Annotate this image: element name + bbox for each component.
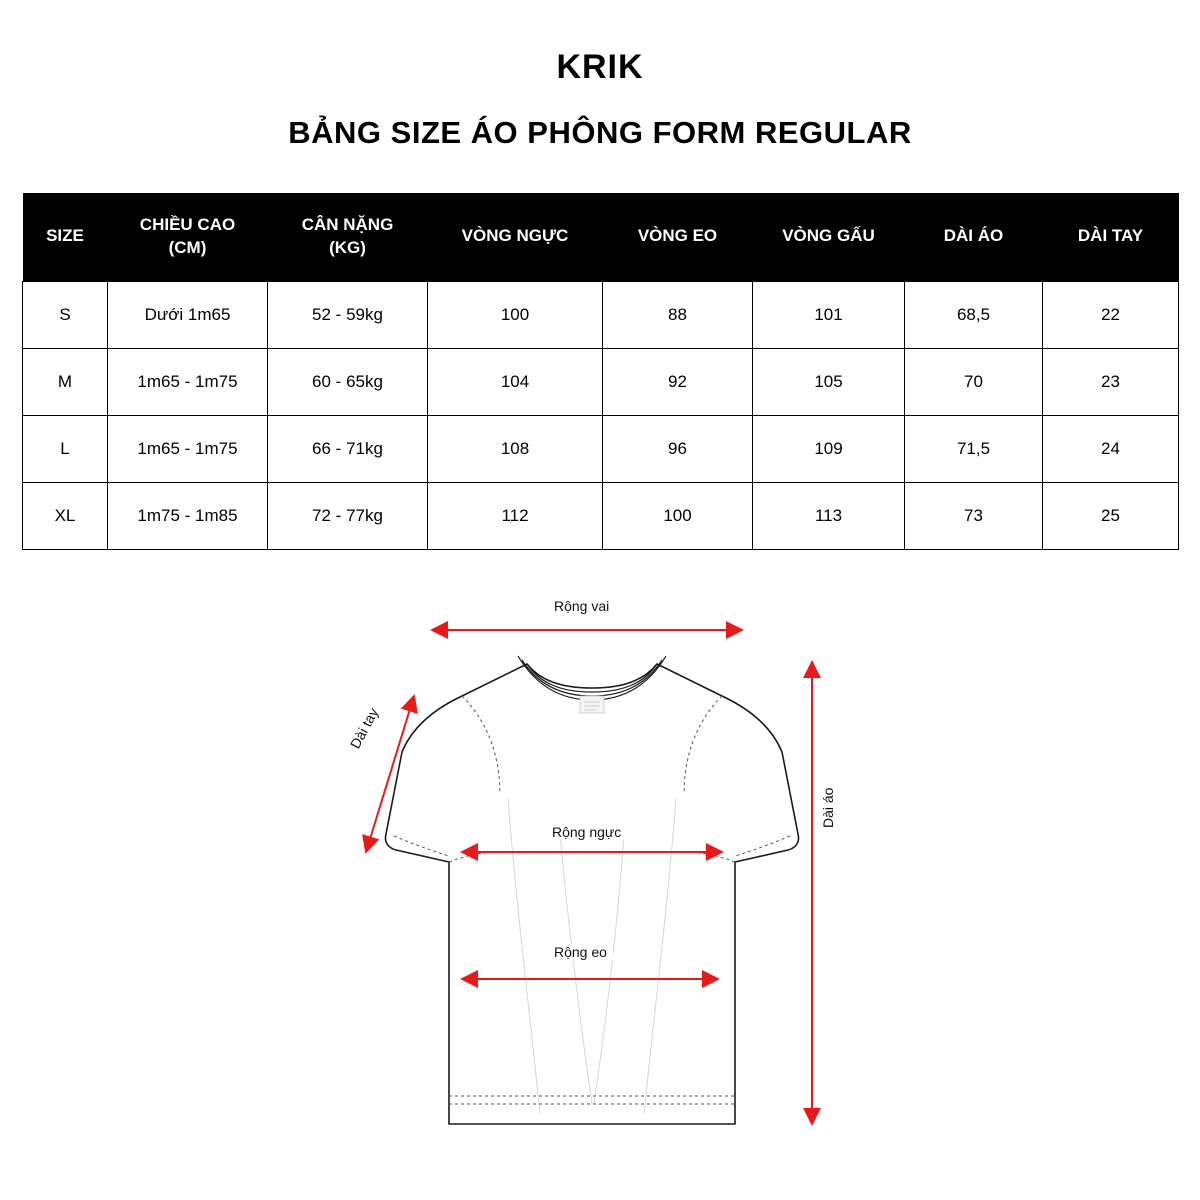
size-table-container (22, 193, 1178, 550)
column-header-hem: VÒNG GẤU (753, 193, 905, 281)
label-body-length: Dài áo (820, 781, 836, 833)
cell-height: 1m65 - 1m75 (108, 415, 268, 482)
cell-weight: 52 - 59kg (268, 281, 428, 348)
cell-height: 1m75 - 1m85 (108, 482, 268, 549)
column-header-waist: VÒNG EO (603, 193, 753, 281)
cell-chest: 112 (428, 482, 603, 549)
cell-sleeve-length: 24 (1043, 415, 1179, 482)
label-sleeve-length: Dài tay (344, 699, 384, 756)
cell-hem: 105 (753, 348, 905, 415)
cell-body-length: 68,5 (905, 281, 1043, 348)
cell-chest: 108 (428, 415, 603, 482)
cell-hem: 113 (753, 482, 905, 549)
table-header-row (23, 193, 1179, 281)
tshirt-outline (385, 664, 798, 1124)
cell-body-length: 71,5 (905, 415, 1043, 482)
column-header-sleeve-length: DÀI TAY (1043, 193, 1179, 281)
cell-weight: 66 - 71kg (268, 415, 428, 482)
table-row (23, 348, 1179, 415)
cell-body-length: 73 (905, 482, 1043, 549)
cell-body-length: 70 (905, 348, 1043, 415)
size-table (22, 193, 1179, 550)
cell-waist: 96 (603, 415, 753, 482)
column-header-height: CHIỀU CAO (CM) (108, 193, 268, 281)
table-row (23, 281, 1179, 348)
neck-label (580, 696, 604, 713)
cell-size: L (23, 415, 108, 482)
cell-height: Dưới 1m65 (108, 281, 268, 348)
column-header-size: SIZE (23, 193, 108, 281)
table-row (23, 415, 1179, 482)
cell-waist: 100 (603, 482, 753, 549)
label-shoulder-width: Rộng vai (548, 598, 615, 614)
label-waist-width: Rộng eo (548, 944, 613, 960)
column-header-body-length: DÀI ÁO (905, 193, 1043, 281)
cell-sleeve-length: 25 (1043, 482, 1179, 549)
column-header-chest: VÒNG NGỰC (428, 193, 603, 281)
cell-hem: 101 (753, 281, 905, 348)
tshirt-diagram-svg (0, 584, 1200, 1144)
cell-weight: 72 - 77kg (268, 482, 428, 549)
cell-chest: 100 (428, 281, 603, 348)
cell-waist: 88 (603, 281, 753, 348)
cell-size: XL (23, 482, 108, 549)
cell-chest: 104 (428, 348, 603, 415)
column-header-weight: CÂN NẶNG (KG) (268, 193, 428, 281)
cell-waist: 92 (603, 348, 753, 415)
cell-height: 1m65 - 1m75 (108, 348, 268, 415)
table-row (23, 482, 1179, 549)
brand-logo: KRIK (556, 48, 644, 86)
cell-size: M (23, 348, 108, 415)
cell-hem: 109 (753, 415, 905, 482)
label-chest-width: Rộng ngực (546, 824, 627, 840)
cell-sleeve-length: 22 (1043, 281, 1179, 348)
page-title: BẢNG SIZE ÁO PHÔNG FORM REGULAR (288, 115, 912, 150)
measurement-diagram (0, 584, 1200, 1144)
cell-size: S (23, 281, 108, 348)
cell-weight: 60 - 65kg (268, 348, 428, 415)
cell-sleeve-length: 23 (1043, 348, 1179, 415)
